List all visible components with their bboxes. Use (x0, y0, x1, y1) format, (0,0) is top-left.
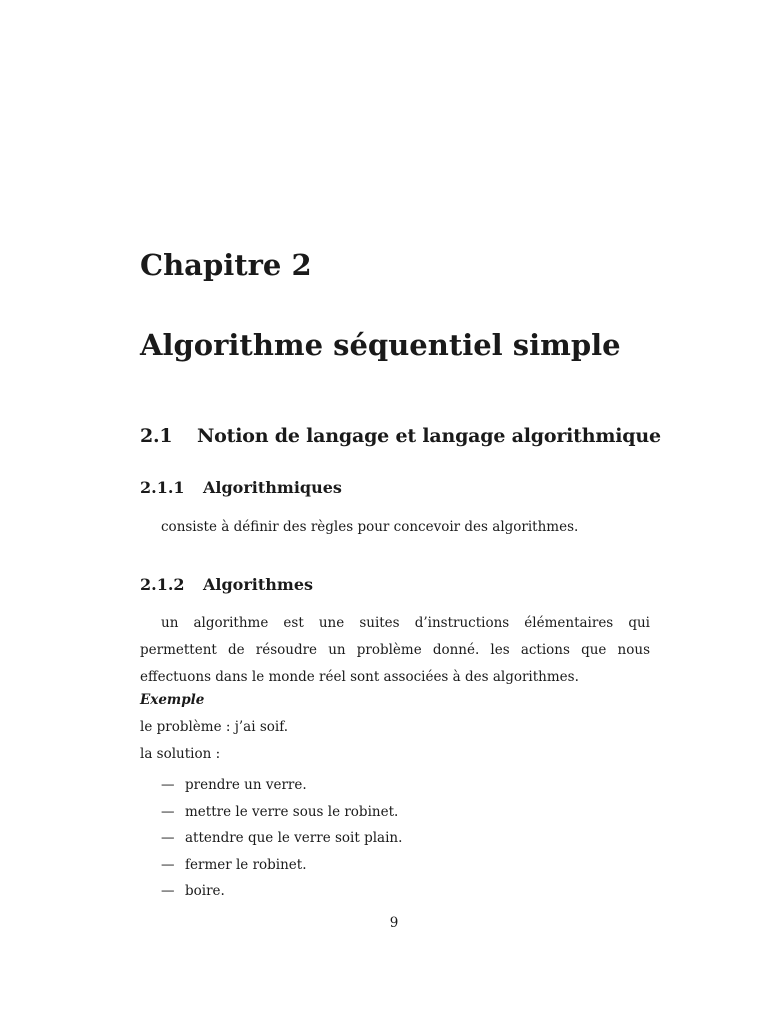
step-text: fermer le robinet. (185, 856, 307, 873)
list-item (161, 825, 402, 852)
dash-marker: — (161, 830, 175, 846)
step-text: prendre un verre. (185, 777, 307, 793)
chapter-title: Algorithme séquentiel simple (140, 328, 621, 362)
example-solution-label: la solution : (140, 746, 221, 762)
dash-marker: — (161, 777, 175, 793)
subsection-heading-algorithmiques (140, 478, 342, 497)
document-page (140, 0, 660, 1024)
list-item (161, 878, 402, 905)
solution-steps-list (161, 772, 402, 905)
dash-marker: — (161, 883, 175, 899)
step-text: mettre le verre sous le robinet. (185, 803, 399, 820)
example-label: Exemple (140, 692, 205, 708)
subsection-title: Algorithmes (203, 575, 313, 594)
dash-marker: — (161, 856, 175, 873)
example-problem: le problème : j’ai soif. (140, 719, 289, 735)
chapter-label: Chapitre 2 (140, 248, 312, 282)
subsection-number: 2.1.1 (140, 478, 185, 497)
list-item (161, 772, 402, 799)
step-text: attendre que le verre soit plain. (185, 830, 403, 846)
page-number: 9 (389, 915, 399, 931)
subsection-number: 2.1.2 (140, 575, 185, 594)
list-item (161, 852, 402, 879)
list-item (161, 799, 402, 826)
paragraph-algorithmes: un algorithme est une suites d’instructions élémentaires qui permettent de résoudre un problème donné. les actions que nous effectuons dans le monde réel sont associées à des algorithmes. (140, 615, 650, 685)
subsection-heading-algorithmes (140, 575, 313, 594)
paragraph-algorithmiques: consiste à définir des règles pour concevoir des algorithmes. (161, 519, 579, 535)
section-title: Notion de langage et langage algorithmique (197, 425, 661, 447)
section-heading (140, 425, 661, 447)
step-text: boire. (185, 883, 225, 899)
section-number: 2.1 (140, 425, 173, 447)
subsection-title: Algorithmiques (203, 478, 342, 497)
dash-marker: — (161, 803, 175, 820)
